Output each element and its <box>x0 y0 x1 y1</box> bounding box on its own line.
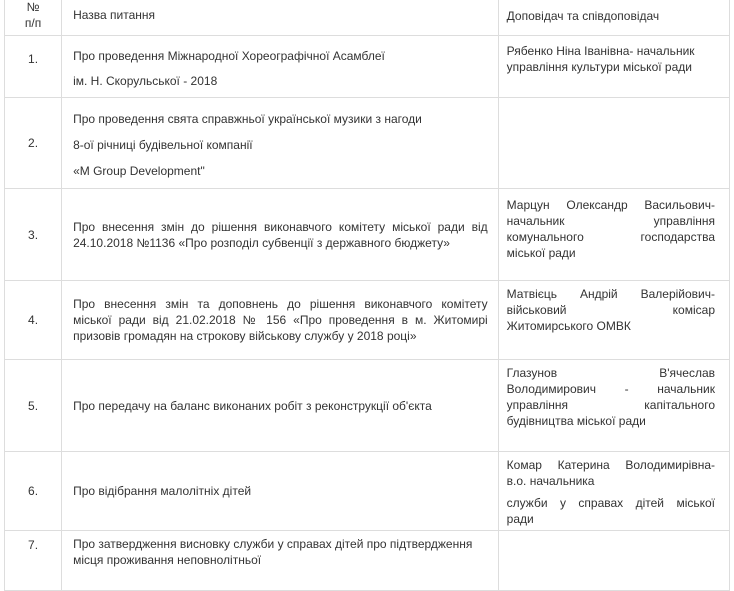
agenda-table <box>4 0 730 591</box>
row-number: 7. <box>5 531 62 591</box>
row-number: 1. <box>5 36 62 98</box>
row-number: 3. <box>5 189 62 281</box>
row-speaker-empty <box>498 98 729 189</box>
row-number: 4. <box>5 281 62 360</box>
row-speaker: Рябенко Ніна Іванівна- начальник управління культури міської ради <box>498 36 729 98</box>
row-title: Про затвердження висновку служби у справах дітей про підтвердження місця проживання неповнолітньої <box>62 531 499 591</box>
row-speaker: Глазунов В'ячеслав Володимирович - начальник управління капітального будівництва міської ради <box>498 360 729 452</box>
table-row <box>5 98 730 189</box>
table-header-row <box>5 0 730 36</box>
row-title: Про внесення змін та доповнень до рішення виконавчого комітету міської ради від 21.02.2018 № 156 «Про проведення в м. Житомирі призовів громадян на строкову військову службу у 2018 році» <box>62 281 499 360</box>
row-speaker-empty <box>498 531 729 591</box>
row-title: Про проведення Міжнародної Хореографічної Асамблеї ім. Н. Скорульської - 2018 <box>62 36 499 98</box>
row-title: Про проведення свята справжньої української музики з нагоди 8-ої річниці будівельної компанії «M Group Development" <box>62 98 499 189</box>
header-number-line: п/п <box>24 16 42 30</box>
header-number <box>5 0 62 36</box>
table-row <box>5 281 730 360</box>
header-speaker: Доповідач та співдоповідач <box>498 0 729 36</box>
table-row <box>5 189 730 281</box>
table-row <box>5 36 730 98</box>
table-row <box>5 452 730 531</box>
row-speaker: Комар Катерина Володимирівна- в.о. начальника служби у справах дітей міської ради <box>498 452 729 531</box>
row-title: Про внесення змін до рішення виконавчого комітету міської ради від 24.10.2018 №1136 «Про розподіл субвенції з державного бюджету» <box>62 189 499 281</box>
table-row <box>5 531 730 591</box>
row-speaker: Марцун Олександр Васильович- начальник управління комунального господарства міської ради <box>498 189 729 281</box>
row-number: 5. <box>5 360 62 452</box>
row-number: 2. <box>5 98 62 189</box>
header-number-line: № <box>26 0 40 14</box>
table-row <box>5 360 730 452</box>
row-speaker: Матвієць Андрій Валерійович- військовий комісар Житомирського ОМВК <box>498 281 729 360</box>
row-number: 6. <box>5 452 62 531</box>
row-title: Про передачу на баланс виконаних робіт з реконструкції об'єкта <box>62 360 499 452</box>
header-title: Назва питання <box>62 0 499 36</box>
row-title: Про відібрання малолітніх дітей <box>62 452 499 531</box>
